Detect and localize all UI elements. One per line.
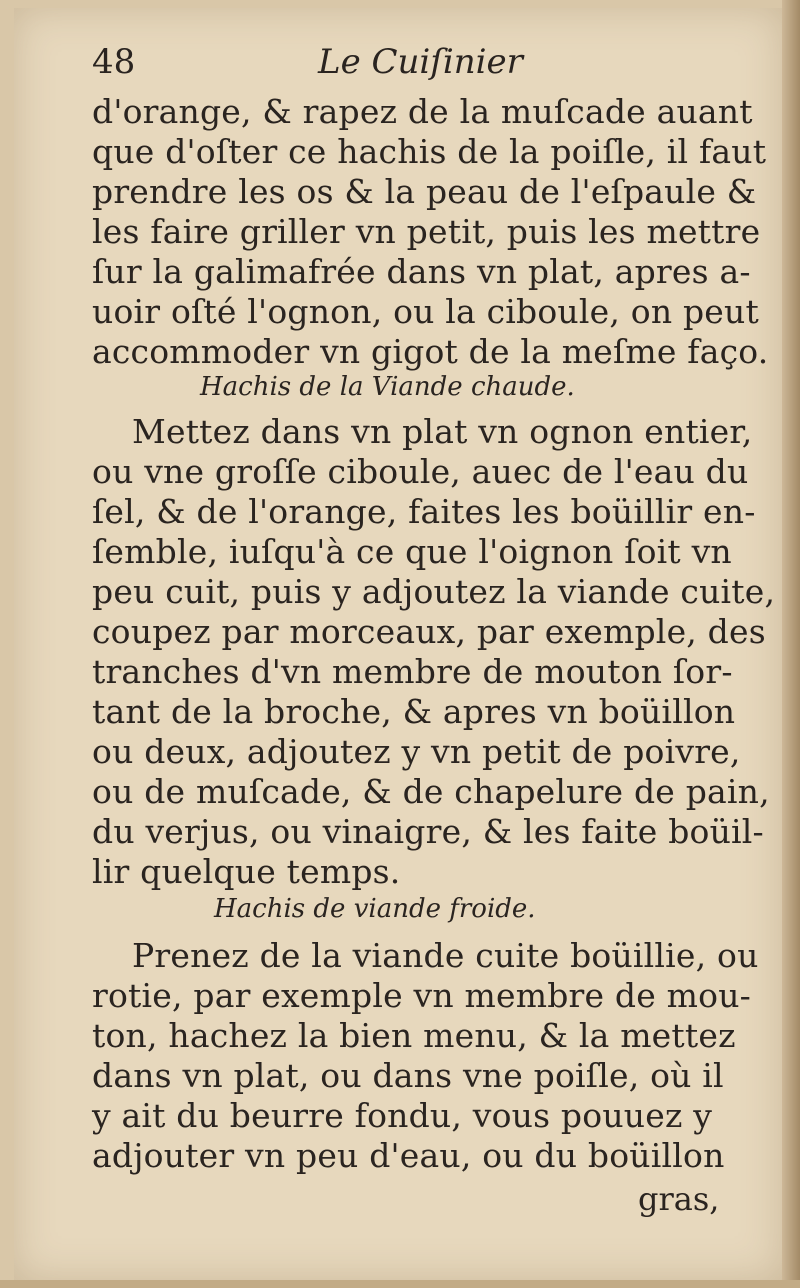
body-line: tranches d'vn membre de mouton ſor- [92, 652, 733, 691]
body-line: coupez par morceaux, par exemple, des [92, 612, 766, 651]
body-line: du verjus, ou vinaigre, & les faite boüil- [92, 812, 764, 851]
running-title: Le Cuiſinier [318, 42, 523, 82]
body-line: d'orange, & rapez de la muſcade auant [92, 92, 753, 131]
page-bottom-edge [0, 1280, 800, 1288]
body-line: ſel, & de l'orange, faites les boüillir en- [92, 492, 756, 531]
body-line: ſur la galimafrée dans vn plat, apres a- [92, 252, 751, 291]
section-heading: Hachis de la Viande chaude. [200, 372, 575, 402]
page-number: 48 [92, 42, 136, 82]
catchword: gras, [638, 1180, 720, 1218]
body-line: Mettez dans vn plat vn ognon entier, [132, 412, 753, 451]
body-line: ton, hachez la bien menu, & la mettez [92, 1016, 736, 1055]
body-line: Prenez de la viande cuite boüillie, ou [132, 936, 759, 975]
body-line: tant de la broche, & apres vn boüillon [92, 692, 736, 731]
body-line: ſemble, iuſqu'à ce que l'oignon ſoit vn [92, 532, 732, 571]
body-line: que d'oſter ce hachis de la poiſle, il faut [92, 132, 767, 171]
section-heading: Hachis de viande froide. [214, 894, 536, 924]
body-line: peu cuit, puis y adjoutez la viande cuite, [92, 572, 776, 611]
body-line: accommoder vn gigot de la meſme faço. [92, 332, 769, 371]
body-line: prendre les os & la peau de l'eſpaule & [92, 172, 757, 211]
body-line: ou de muſcade, & de chapelure de pain, [92, 772, 770, 811]
body-line: dans vn plat, ou dans vne poiſle, où il [92, 1056, 724, 1095]
body-line: lir quelque temps. [92, 852, 401, 891]
body-line: adjouter vn peu d'eau, ou du boüillon [92, 1136, 725, 1175]
body-line: ou vne groſſe ciboule, auec de l'eau du [92, 452, 749, 491]
body-line: ou deux, adjoutez y vn petit de poivre, [92, 732, 741, 771]
body-line: les faire griller vn petit, puis les mettre [92, 212, 761, 251]
page-binding-edge [782, 0, 800, 1288]
body-line: y ait du beurre fondu, vous pouuez y [92, 1096, 713, 1135]
body-line: uoir oſté l'ognon, ou la ciboule, on peut [92, 292, 759, 331]
body-line: rotie, par exemple vn membre de mou- [92, 976, 752, 1015]
